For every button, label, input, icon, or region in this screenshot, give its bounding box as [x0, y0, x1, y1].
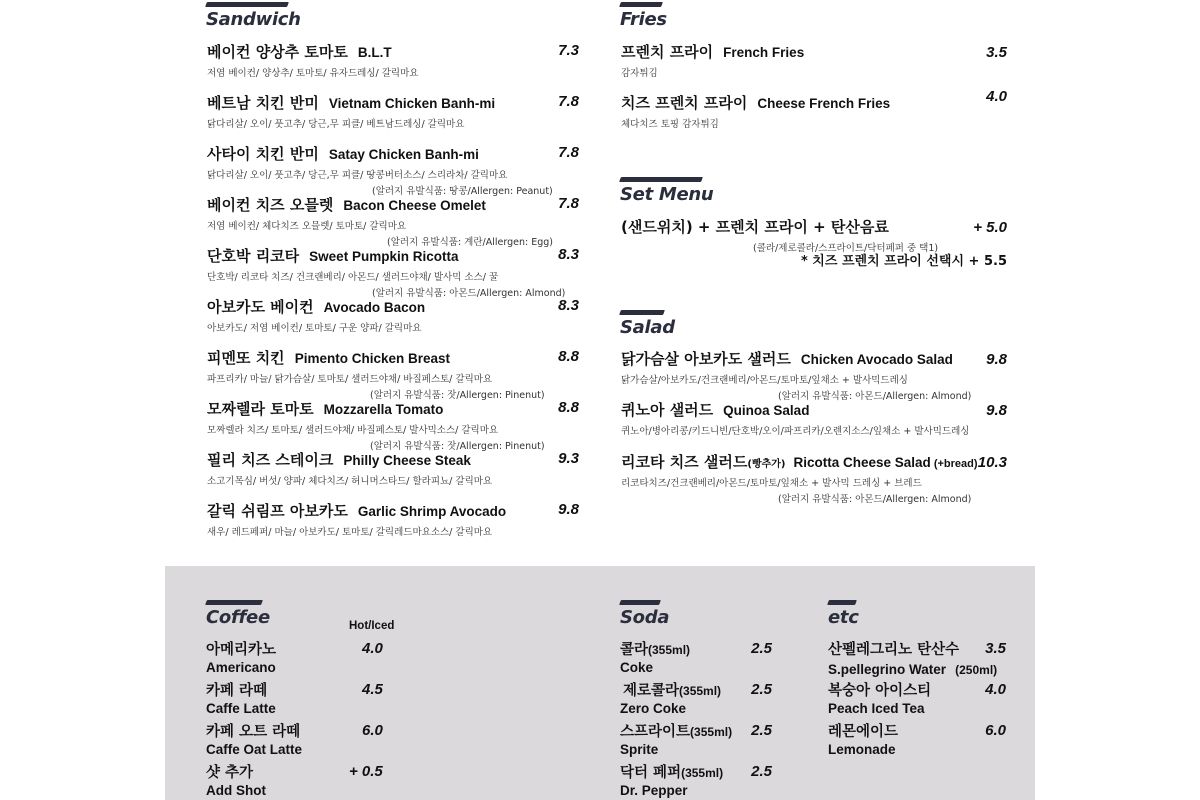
menu-item-cheese-french-fries: [621, 88, 1007, 130]
item-price: 9.8: [986, 351, 1007, 368]
drink-name-en: Coke: [620, 660, 654, 675]
drink-item-peach-iced-tea: [828, 679, 1006, 716]
item-desc: 감자튀김: [621, 68, 658, 79]
item-name-en: Sweet Pumpkin Ricotta: [309, 249, 459, 264]
menu-item-bacon-cheese-omelet: [207, 194, 579, 248]
drink-price: 4.0: [362, 640, 383, 657]
item-name-ko: 사타이 치킨 반미: [207, 145, 319, 163]
drink-name-ko: 카페 라떼: [206, 683, 268, 699]
item-allergen: (알러지 유발식품: 잣/Allergen: Pinenut): [370, 441, 545, 452]
item-name-en: French Fries: [723, 45, 805, 60]
drink-item-dr-pepper: [620, 761, 772, 798]
drink-name-ko: 산펠레그리노 탄산수: [828, 642, 960, 658]
item-name-en: Ricotta Cheese Salad: [793, 455, 931, 470]
item-price: 3.5: [986, 44, 1007, 61]
drink-item-coke: [620, 638, 772, 675]
drink-name-ko: 제로콜라: [623, 683, 680, 699]
item-name-ko: 퀴노아 샐러드: [621, 401, 714, 419]
item-price: 8.8: [558, 399, 579, 416]
menu-item-chicken-avocado-salad: [621, 348, 1007, 402]
section-title: etc: [828, 607, 859, 628]
drink-item-lemonade: [828, 720, 1006, 757]
item-name-ko: 치즈 프렌치 프라이: [621, 94, 748, 112]
menu-item-pimento-chicken: [207, 347, 579, 401]
item-name-en: Philly Cheese Steak: [343, 453, 471, 468]
set-menu-line: (샌드위치) + 프렌치 프라이 + 탄산음료: [621, 218, 889, 236]
drink-price: 3.5: [985, 640, 1006, 657]
item-desc: 새우/ 레드페퍼/ 마늘/ 아보카도/ 토마토/ 갈릭레드마요소스/ 갈릭마요: [207, 527, 493, 538]
item-desc: 체다치즈 토핑 감자튀김: [621, 119, 719, 130]
drinks-panel: [165, 566, 1035, 800]
item-name-en: Garlic Shrimp Avocado: [357, 504, 507, 519]
item-name-ko: 피멘또 치킨: [207, 349, 285, 367]
item-price: 10.3: [977, 454, 1007, 471]
drink-item-americano: [206, 638, 386, 675]
item-price: 7.8: [558, 144, 579, 161]
item-price: 9.8: [558, 501, 579, 518]
item-name-en: Quinoa Salad: [723, 403, 810, 418]
drink-name-en: Americano: [206, 660, 276, 675]
item-price: 8.8: [558, 348, 579, 365]
drink-name-en: Dr. Pepper: [620, 783, 688, 798]
menu-item-philly-cheese-steak: [207, 449, 579, 487]
drink-item-zero-coke: [620, 679, 772, 716]
drink-name-en: Sprite: [620, 742, 659, 757]
menu-item-blt: [207, 41, 579, 79]
drink-name-ko: 샷 추가: [206, 765, 254, 781]
set-menu-price: + 5.0: [973, 219, 1007, 236]
item-price: 4.0: [986, 88, 1007, 105]
drink-name-en: Peach Iced Tea: [828, 701, 925, 716]
item-name-en: Vietnam Chicken Banh-mi: [328, 96, 496, 111]
item-price: 7.8: [558, 93, 579, 110]
drink-size: (355ml): [648, 643, 691, 657]
item-name-en-extra: (+bread): [933, 458, 978, 470]
item-name-en: Avocado Bacon: [323, 300, 426, 315]
item-desc: 아보카도/ 저염 베이컨/ 토마토/ 구운 양파/ 갈릭마요: [207, 323, 422, 334]
drink-name-en: S.pellegrino Water: [828, 662, 947, 677]
item-desc: 퀴노아/병아리콩/키드니빈/단호박/오이/파프리카/오렌지소스/잎채소 + 발사믹드레싱: [621, 426, 970, 437]
item-name-ko: 베트남 치킨 반미: [207, 94, 319, 112]
item-name-en: B.L.T: [357, 45, 392, 60]
drink-name-ko: 콜라: [620, 642, 649, 658]
drink-price: 6.0: [985, 722, 1006, 739]
drink-price: 2.5: [751, 681, 772, 698]
item-name-en: Pimento Chicken Breast: [294, 351, 450, 366]
item-price: 7.3: [558, 42, 579, 59]
item-name-ko-extra: (빵추가): [747, 459, 786, 470]
section-title: Salad: [620, 317, 675, 338]
item-desc: 파프리카/ 마늘/ 닭가슴살/ 토마토/ 샐러드야채/ 바질페스토/ 갈릭마요: [207, 374, 493, 385]
set-menu-note: (콜라/제로콜라/스프라이트/닥터페퍼 중 택1): [753, 243, 939, 254]
item-allergen: (알러지 유발식품: 잣/Allergen: Pinenut): [370, 390, 545, 401]
item-price: 9.8: [986, 402, 1007, 419]
section-title: Soda: [620, 607, 670, 628]
drink-name-en: Caffe Latte: [206, 701, 276, 716]
item-name-ko: 닭가슴살 아보카도 샐러드: [621, 350, 791, 368]
drink-item-add-shot: [206, 761, 386, 798]
item-desc: 닭가슴살/아보카도/건크랜베리/아몬드/토마토/잎채소 + 발사믹드레싱: [621, 375, 908, 386]
drink-name-en: Add Shot: [206, 783, 266, 798]
drink-name-en: Caffe Oat Latte: [206, 742, 303, 757]
section-bar: [205, 2, 289, 7]
item-desc: 저염 베이컨/ 체다치즈 오믈렛/ 토마토/ 갈릭마요: [207, 221, 407, 232]
set-menu-cheese-option: * 치즈 프렌치 프라이 선택시 + 5.5: [800, 254, 1007, 269]
item-name-ko: 모짜렐라 토마토: [207, 400, 314, 418]
drink-size: (250ml): [955, 663, 998, 677]
item-allergen: (알러지 유발식품: 아몬드/Allergen: Almond): [778, 391, 972, 402]
item-price: 9.3: [558, 450, 579, 467]
drink-price: 2.5: [751, 722, 772, 739]
drink-price: + 0.5: [349, 763, 383, 780]
drink-size: (355ml): [690, 725, 733, 739]
drink-name-en: Zero Coke: [620, 701, 687, 716]
drink-price: 4.0: [985, 681, 1006, 698]
hot-iced-label: Hot/Iced: [349, 620, 395, 632]
section-bar: [205, 600, 263, 605]
item-desc: 단호박/ 리코타 치즈/ 건크랜베리/ 아몬드/ 샐러드야채/ 발사믹 소스/ 꿀: [207, 272, 499, 283]
drink-item-sprite: [620, 720, 772, 757]
item-name-ko: 단호박 리코타: [207, 247, 300, 265]
drink-name-ko: 카페 오트 라떼: [206, 724, 301, 740]
item-desc: 저염 베이컨/ 양상추/ 토마토/ 유자드레싱/ 갈릭마요: [207, 68, 419, 79]
menu-item-ricotta-cheese-salad: [621, 451, 1007, 505]
section-bar: [827, 600, 857, 605]
section-bar: [619, 177, 703, 182]
item-name-en: Cheese French Fries: [757, 96, 891, 111]
item-name-ko: 필리 치즈 스테이크: [207, 451, 334, 469]
item-name-en: Mozzarella Tomato: [323, 402, 444, 417]
item-name-ko: 갈릭 쉬림프 아보카도: [207, 502, 348, 520]
item-desc: 모짜렐라 치즈/ 토마토/ 샐러드야채/ 바질페스토/ 발사믹소스/ 갈릭마요: [207, 425, 499, 436]
drink-item-caffe-latte: [206, 679, 386, 716]
item-price: 7.8: [558, 195, 579, 212]
menu-item-vietnam-banh-mi: [207, 92, 579, 130]
drink-name-ko: 레몬에이드: [828, 724, 899, 740]
drink-price: 6.0: [362, 722, 383, 739]
menu-item-quinoa-salad: [621, 399, 1007, 437]
item-name-en: Chicken Avocado Salad: [800, 352, 953, 367]
drink-name-ko: 아메리카노: [206, 642, 277, 658]
item-desc: 소고기목심/ 버섯/ 양파/ 체다치즈/ 허니머스타드/ 할라피뇨/ 갈릭마요: [207, 476, 493, 487]
item-allergen: (알러지 유발식품: 아몬드/Allergen: Almond): [778, 494, 972, 505]
item-name-ko: 프렌치 프라이: [621, 43, 714, 61]
item-price: 8.3: [558, 297, 579, 314]
menu-item-sweet-pumpkin-ricotta: [207, 245, 579, 299]
section-title: Sandwich: [206, 9, 301, 30]
section-title: Coffee: [206, 607, 270, 628]
drink-name-ko: 복숭아 아이스티: [828, 683, 932, 699]
menu-item-french-fries: [621, 41, 1007, 79]
section-bar: [619, 600, 661, 605]
drink-item-caffe-oat-latte: [206, 720, 386, 757]
drink-size: (355ml): [679, 684, 722, 698]
section-title: Fries: [620, 9, 667, 30]
section-title: Set Menu: [620, 184, 714, 205]
menu-item-satay-banh-mi: [207, 143, 579, 197]
drink-price: 2.5: [751, 640, 772, 657]
section-bar: [619, 310, 665, 315]
drink-item-spellegrino: [828, 638, 1006, 678]
item-price: 8.3: [558, 246, 579, 263]
item-allergen: (알러지 유발식품: 계란/Allergen: Egg): [387, 237, 553, 248]
drink-price: 4.5: [362, 681, 383, 698]
drink-price: 2.5: [751, 763, 772, 780]
item-name-ko: 베이컨 치즈 오믈렛: [207, 196, 334, 214]
item-allergen: (알러지 유발식품: 아몬드/Allergen: Almond): [372, 288, 566, 299]
drink-name-ko: 닥터 페퍼: [620, 765, 682, 781]
section-bar: [619, 2, 663, 7]
item-desc: 닭다리살/ 오이/ 풋고추/ 당근,무 피클/ 땅콩버터소스/ 스리라차/ 갈릭마요: [207, 170, 508, 181]
menu-item-avocado-bacon: [207, 296, 579, 334]
drink-name-ko: 스프라이트: [620, 724, 691, 740]
item-name-en: Satay Chicken Banh-mi: [328, 147, 479, 162]
drink-name-en: Lemonade: [828, 742, 896, 757]
set-menu-combo: [621, 216, 1007, 269]
item-desc: 닭다리살/ 오이/ 풋고추/ 당근,무 피클/ 베트남드레싱/ 갈릭마요: [207, 119, 465, 130]
menu-item-mozzarella-tomato: [207, 398, 579, 452]
drink-size: (355ml): [681, 766, 724, 780]
item-name-ko: 아보카도 베이컨: [207, 298, 314, 316]
item-name-ko: 베이컨 양상추 토마토: [207, 43, 348, 61]
item-desc: 리코타치즈/건크랜베리/아몬드/토마토/잎채소 + 발사믹 드레싱 + 브레드: [621, 478, 922, 489]
menu-item-garlic-shrimp-avocado: [207, 500, 579, 538]
item-name-en: Bacon Cheese Omelet: [343, 198, 486, 213]
item-allergen: (알러지 유발식품: 땅콩/Allergen: Peanut): [372, 186, 553, 197]
item-name-ko: 리코타 치즈 샐러드: [621, 453, 748, 471]
